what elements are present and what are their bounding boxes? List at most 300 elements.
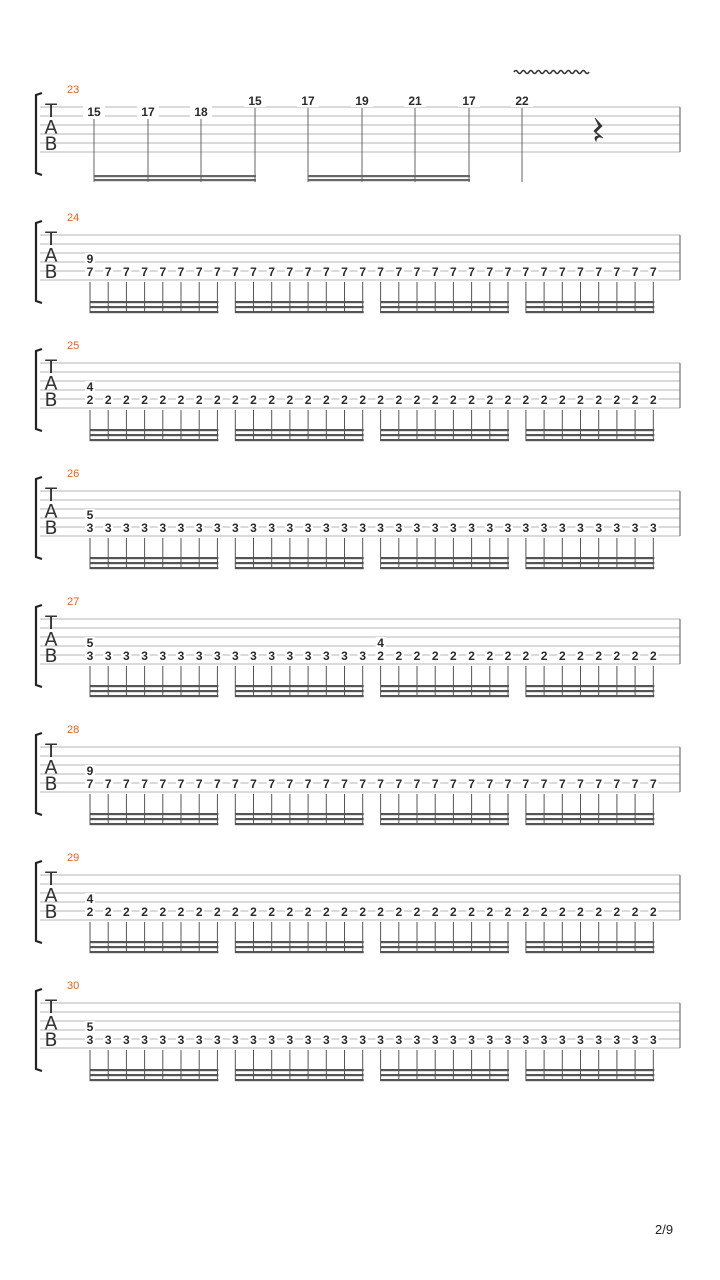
beam [526, 567, 654, 569]
fret-number: 2 [395, 905, 403, 919]
tab-clef-letter-a: A [44, 884, 58, 907]
fret-number: 2 [268, 393, 276, 407]
fret-number: 2 [486, 649, 494, 663]
fret-number: 3 [177, 1033, 185, 1047]
fret-number: 21 [408, 94, 422, 108]
fret-number: 3 [522, 521, 530, 535]
fret-number: 7 [86, 777, 94, 791]
beam [526, 1079, 654, 1081]
fret-number: 2 [577, 393, 584, 407]
fret-number: 7 [231, 777, 239, 791]
fret-number: 7 [195, 777, 203, 791]
fret-number: 3 [341, 521, 348, 535]
beam [90, 685, 218, 687]
tab-clef-letter-t: T [45, 612, 57, 634]
tab-clef-letter-b: B [44, 901, 58, 923]
beam [526, 823, 654, 825]
tab-clef-letter-b: B [44, 389, 58, 411]
measure-number: 25 [67, 340, 80, 352]
fret-number: 3 [450, 521, 457, 535]
fret-number: 2 [649, 393, 657, 407]
fret-number: 2 [286, 393, 294, 407]
fret-number: 2 [504, 393, 512, 407]
tab-clef-letter-t: T [45, 868, 57, 890]
fret-number: 3 [195, 1033, 203, 1047]
beam [235, 946, 363, 948]
fret-number: 2 [377, 649, 384, 663]
fret-number: 7 [486, 265, 494, 279]
fret-number: 2 [359, 393, 367, 407]
vibrato-mark [514, 71, 589, 74]
beam [381, 434, 509, 436]
beam [90, 562, 218, 564]
beam [381, 557, 509, 559]
beam [235, 941, 363, 943]
beam [235, 567, 363, 569]
fret-number: 2 [341, 393, 348, 407]
fret-number: 3 [250, 1033, 257, 1047]
fret-number: 2 [322, 393, 330, 407]
fret-number: 7 [613, 777, 621, 791]
beam [381, 439, 509, 441]
fret-number: 2 [431, 649, 439, 663]
fret-number: 3 [104, 1033, 112, 1047]
fret-number: 3 [522, 1033, 530, 1047]
fret-number: 7 [304, 265, 312, 279]
fret-number: 3 [322, 521, 330, 535]
fret-number: 2 [631, 393, 639, 407]
beam [526, 301, 654, 303]
fret-number: 22 [515, 94, 529, 108]
tab-clef-letter-a: A [44, 628, 58, 651]
beam [90, 434, 218, 436]
fret-number: 2 [522, 393, 530, 407]
beam [90, 690, 218, 692]
fret-number: 7 [268, 777, 276, 791]
fret-number: 2 [377, 393, 384, 407]
fret-number: 3 [577, 1033, 584, 1047]
fret-number: 3 [141, 1033, 148, 1047]
fret-number: 7 [595, 777, 603, 791]
fret-number: 3 [123, 521, 130, 535]
beam [235, 695, 363, 697]
beam [235, 1079, 363, 1081]
quarter-rest [594, 118, 603, 141]
beam [381, 562, 509, 564]
fret-number: 2 [522, 905, 530, 919]
fret-number: 2 [613, 905, 621, 919]
fret-number: 3 [468, 521, 475, 535]
beam [381, 946, 509, 948]
beam [235, 690, 363, 692]
fret-number: 18 [194, 105, 208, 119]
fret-number: 7 [450, 777, 457, 791]
fret-number: 2 [268, 905, 276, 919]
fret-number: 3 [268, 649, 276, 663]
fret-number: 7 [195, 265, 203, 279]
beam [235, 562, 363, 564]
fret-number: 2 [649, 905, 657, 919]
beam [526, 946, 654, 948]
fret-number: 7 [177, 265, 185, 279]
fret-number: 2 [195, 393, 203, 407]
fret-number: 3 [486, 1033, 494, 1047]
beam [90, 1079, 218, 1081]
tab-system [36, 852, 680, 953]
beam [90, 695, 218, 697]
tab-clef-letter-b: B [44, 133, 58, 155]
fret-number: 3 [413, 1033, 421, 1047]
beam [526, 818, 654, 820]
fret-number: 7 [286, 265, 294, 279]
fret-number: 17 [462, 94, 476, 108]
beam [90, 429, 218, 431]
fret-number: 2 [141, 393, 148, 407]
fret-number: 7 [86, 265, 94, 279]
fret-number: 3 [359, 649, 367, 663]
fret-number: 7 [341, 265, 348, 279]
fret-number: 3 [231, 649, 239, 663]
fret-number: 2 [304, 393, 312, 407]
fret-number: 2 [558, 393, 566, 407]
tab-clef-letter-t: T [45, 100, 57, 122]
beam [381, 1074, 509, 1076]
fret-number: 3 [214, 649, 221, 663]
beam [381, 306, 509, 308]
fret-number: 3 [468, 1033, 475, 1047]
fret-number: 7 [123, 265, 130, 279]
beam [235, 823, 363, 825]
beam [308, 175, 470, 177]
measure-number: 29 [67, 852, 80, 864]
fret-number: 2 [613, 393, 621, 407]
tab-clef-letter-a: A [44, 116, 58, 139]
fret-number: 7 [413, 777, 421, 791]
beam [90, 951, 218, 953]
beam [235, 818, 363, 820]
beam [381, 685, 509, 687]
fret-number: 2 [468, 905, 475, 919]
fret-number: 7 [577, 777, 584, 791]
tab-clef-letter-t: T [45, 740, 57, 762]
fret-number: 3 [486, 521, 494, 535]
fret-number: 3 [431, 1033, 439, 1047]
fret-number: 2 [468, 393, 475, 407]
fret-number: 2 [413, 393, 421, 407]
fret-number: 4 [377, 636, 384, 650]
fret-number: 2 [631, 649, 639, 663]
fret-number: 3 [377, 1033, 384, 1047]
tab-clef-letter-t: T [45, 484, 57, 506]
beam [235, 813, 363, 815]
fret-number: 2 [104, 905, 112, 919]
fret-number: 3 [359, 521, 367, 535]
fret-number: 2 [595, 905, 603, 919]
beam [235, 439, 363, 441]
beam [381, 951, 509, 953]
fret-number: 7 [522, 777, 530, 791]
fret-number: 3 [286, 1033, 294, 1047]
fret-number: 3 [86, 1033, 94, 1047]
fret-number: 3 [159, 521, 167, 535]
fret-number: 3 [558, 521, 566, 535]
fret-number: 2 [413, 649, 421, 663]
tab-clef-letter-a: A [44, 500, 58, 523]
fret-number: 7 [649, 265, 657, 279]
tab-system [36, 724, 680, 825]
fret-number: 3 [649, 521, 657, 535]
tab-clef-letter-b: B [44, 517, 58, 539]
fret-number: 7 [649, 777, 657, 791]
fret-number: 7 [431, 265, 439, 279]
fret-number: 2 [214, 393, 221, 407]
measure-number: 30 [67, 980, 80, 992]
beam [90, 306, 218, 308]
tab-clef-letter-a: A [44, 756, 58, 779]
fret-number: 7 [577, 265, 584, 279]
beam [381, 1079, 509, 1081]
fret-number: 3 [595, 1033, 603, 1047]
beam [381, 429, 509, 431]
fret-number: 7 [631, 265, 639, 279]
fret-number: 3 [322, 649, 330, 663]
fret-number: 3 [286, 521, 294, 535]
fret-number: 7 [504, 265, 512, 279]
tab-system [36, 468, 680, 569]
fret-number: 3 [141, 649, 148, 663]
fret-number: 7 [341, 777, 348, 791]
beam [90, 946, 218, 948]
fret-number: 3 [214, 521, 221, 535]
fret-number: 7 [377, 777, 384, 791]
fret-number: 7 [450, 265, 457, 279]
fret-number: 2 [231, 393, 239, 407]
fret-number: 3 [341, 649, 348, 663]
tab-clef-letter-a: A [44, 1012, 58, 1035]
tab-clef-letter-t: T [45, 996, 57, 1018]
fret-number: 2 [322, 905, 330, 919]
fret-number: 2 [250, 393, 257, 407]
fret-number: 2 [431, 393, 439, 407]
beam [526, 951, 654, 953]
fret-number: 7 [504, 777, 512, 791]
fret-number: 2 [631, 905, 639, 919]
tab-clef-letter-a: A [44, 244, 58, 267]
fret-number: 3 [631, 521, 639, 535]
fret-number: 2 [86, 393, 94, 407]
fret-number: 15 [248, 94, 262, 108]
fret-number: 4 [86, 380, 94, 394]
fret-number: 3 [413, 521, 421, 535]
beam [235, 951, 363, 953]
beam [90, 941, 218, 943]
fret-number: 7 [395, 777, 403, 791]
fret-number: 7 [231, 265, 239, 279]
fret-number: 7 [540, 777, 548, 791]
fret-number: 7 [413, 265, 421, 279]
fret-number: 3 [613, 521, 621, 535]
fret-number: 7 [468, 265, 475, 279]
fret-number: 2 [177, 905, 185, 919]
fret-number: 2 [540, 393, 548, 407]
beam [90, 567, 218, 569]
fret-number: 2 [377, 905, 384, 919]
beam [526, 311, 654, 313]
measure-number: 23 [67, 84, 80, 96]
fret-number: 3 [540, 1033, 548, 1047]
fret-number: 7 [286, 777, 294, 791]
fret-number: 3 [377, 521, 384, 535]
fret-number: 7 [377, 265, 384, 279]
fret-number: 2 [450, 393, 457, 407]
fret-number: 2 [413, 905, 421, 919]
tab-system [36, 212, 680, 313]
fret-number: 9 [86, 252, 94, 266]
fret-number: 2 [595, 393, 603, 407]
fret-number: 7 [395, 265, 403, 279]
fret-number: 3 [250, 521, 257, 535]
fret-number: 3 [268, 1033, 276, 1047]
fret-number: 3 [341, 1033, 348, 1047]
beam [235, 1074, 363, 1076]
measure-number: 24 [67, 212, 80, 224]
beam [526, 941, 654, 943]
fret-number: 7 [214, 265, 221, 279]
fret-number: 3 [577, 521, 584, 535]
fret-number: 5 [86, 1020, 94, 1034]
fret-number: 7 [558, 265, 566, 279]
beam [90, 813, 218, 815]
fret-number: 7 [104, 777, 112, 791]
fret-number: 2 [214, 905, 221, 919]
fret-number: 3 [86, 521, 94, 535]
fret-number: 2 [450, 905, 457, 919]
fret-number: 3 [450, 1033, 457, 1047]
beam [526, 562, 654, 564]
fret-number: 7 [250, 777, 257, 791]
fret-number: 3 [504, 521, 512, 535]
fret-number: 3 [177, 521, 185, 535]
fret-number: 7 [159, 265, 167, 279]
fret-number: 2 [522, 649, 530, 663]
fret-number: 7 [141, 777, 148, 791]
fret-number: 3 [431, 521, 439, 535]
fret-number: 3 [86, 649, 94, 663]
fret-number: 2 [486, 393, 494, 407]
fret-number: 2 [231, 905, 239, 919]
fret-number: 7 [359, 265, 367, 279]
fret-number: 3 [540, 521, 548, 535]
tab-system [36, 71, 680, 183]
tab-system [36, 340, 680, 441]
fret-number: 7 [250, 265, 257, 279]
tab-clef-letter-a: A [44, 372, 58, 395]
fret-number: 2 [123, 905, 130, 919]
fret-number: 7 [123, 777, 130, 791]
beam [526, 690, 654, 692]
beam [90, 823, 218, 825]
beam [526, 685, 654, 687]
beam [526, 695, 654, 697]
fret-number: 4 [86, 892, 94, 906]
fret-number: 2 [577, 905, 584, 919]
beam [381, 813, 509, 815]
beam [381, 690, 509, 692]
beam [235, 557, 363, 559]
fret-number: 2 [159, 905, 167, 919]
fret-number: 7 [104, 265, 112, 279]
fret-number: 2 [540, 649, 548, 663]
beam [94, 179, 256, 181]
fret-number: 3 [195, 521, 203, 535]
fret-number: 2 [613, 649, 621, 663]
fret-number: 3 [558, 1033, 566, 1047]
fret-number: 3 [214, 1033, 221, 1047]
beam [381, 695, 509, 697]
tab-clef-letter-b: B [44, 1029, 58, 1051]
fret-number: 7 [540, 265, 548, 279]
fret-number: 7 [159, 777, 167, 791]
fret-number: 7 [322, 265, 330, 279]
beam [235, 301, 363, 303]
fret-number: 3 [304, 649, 312, 663]
fret-number: 2 [141, 905, 148, 919]
fret-number: 3 [395, 521, 403, 535]
fret-number: 5 [86, 636, 94, 650]
beam [90, 1069, 218, 1071]
fret-number: 2 [304, 905, 312, 919]
fret-number: 2 [431, 905, 439, 919]
fret-number: 3 [595, 521, 603, 535]
fret-number: 3 [231, 521, 239, 535]
fret-number: 2 [195, 905, 203, 919]
fret-number: 2 [395, 649, 403, 663]
fret-number: 3 [268, 521, 276, 535]
tab-clef-letter-b: B [44, 261, 58, 283]
beam [235, 306, 363, 308]
beam [381, 1069, 509, 1071]
fret-number: 2 [286, 905, 294, 919]
fret-number: 2 [468, 649, 475, 663]
measure-number: 27 [67, 596, 80, 608]
fret-number: 7 [304, 777, 312, 791]
fret-number: 2 [577, 649, 584, 663]
fret-number: 2 [504, 649, 512, 663]
fret-number: 7 [177, 777, 185, 791]
beam [235, 685, 363, 687]
measure-number: 26 [67, 468, 80, 480]
beam [308, 179, 470, 181]
fret-number: 3 [104, 521, 112, 535]
fret-number: 3 [104, 649, 112, 663]
beam [381, 823, 509, 825]
fret-number: 7 [613, 265, 621, 279]
beam [235, 429, 363, 431]
fret-number: 2 [395, 393, 403, 407]
fret-number: 2 [595, 649, 603, 663]
fret-number: 7 [522, 265, 530, 279]
fret-number: 7 [141, 265, 148, 279]
fret-number: 2 [104, 393, 112, 407]
tab-clef-letter-t: T [45, 356, 57, 378]
fret-number: 7 [486, 777, 494, 791]
fret-number: 7 [595, 265, 603, 279]
fret-number: 2 [341, 905, 348, 919]
beam [381, 301, 509, 303]
tab-system [36, 980, 680, 1081]
fret-number: 7 [359, 777, 367, 791]
fret-number: 7 [631, 777, 639, 791]
